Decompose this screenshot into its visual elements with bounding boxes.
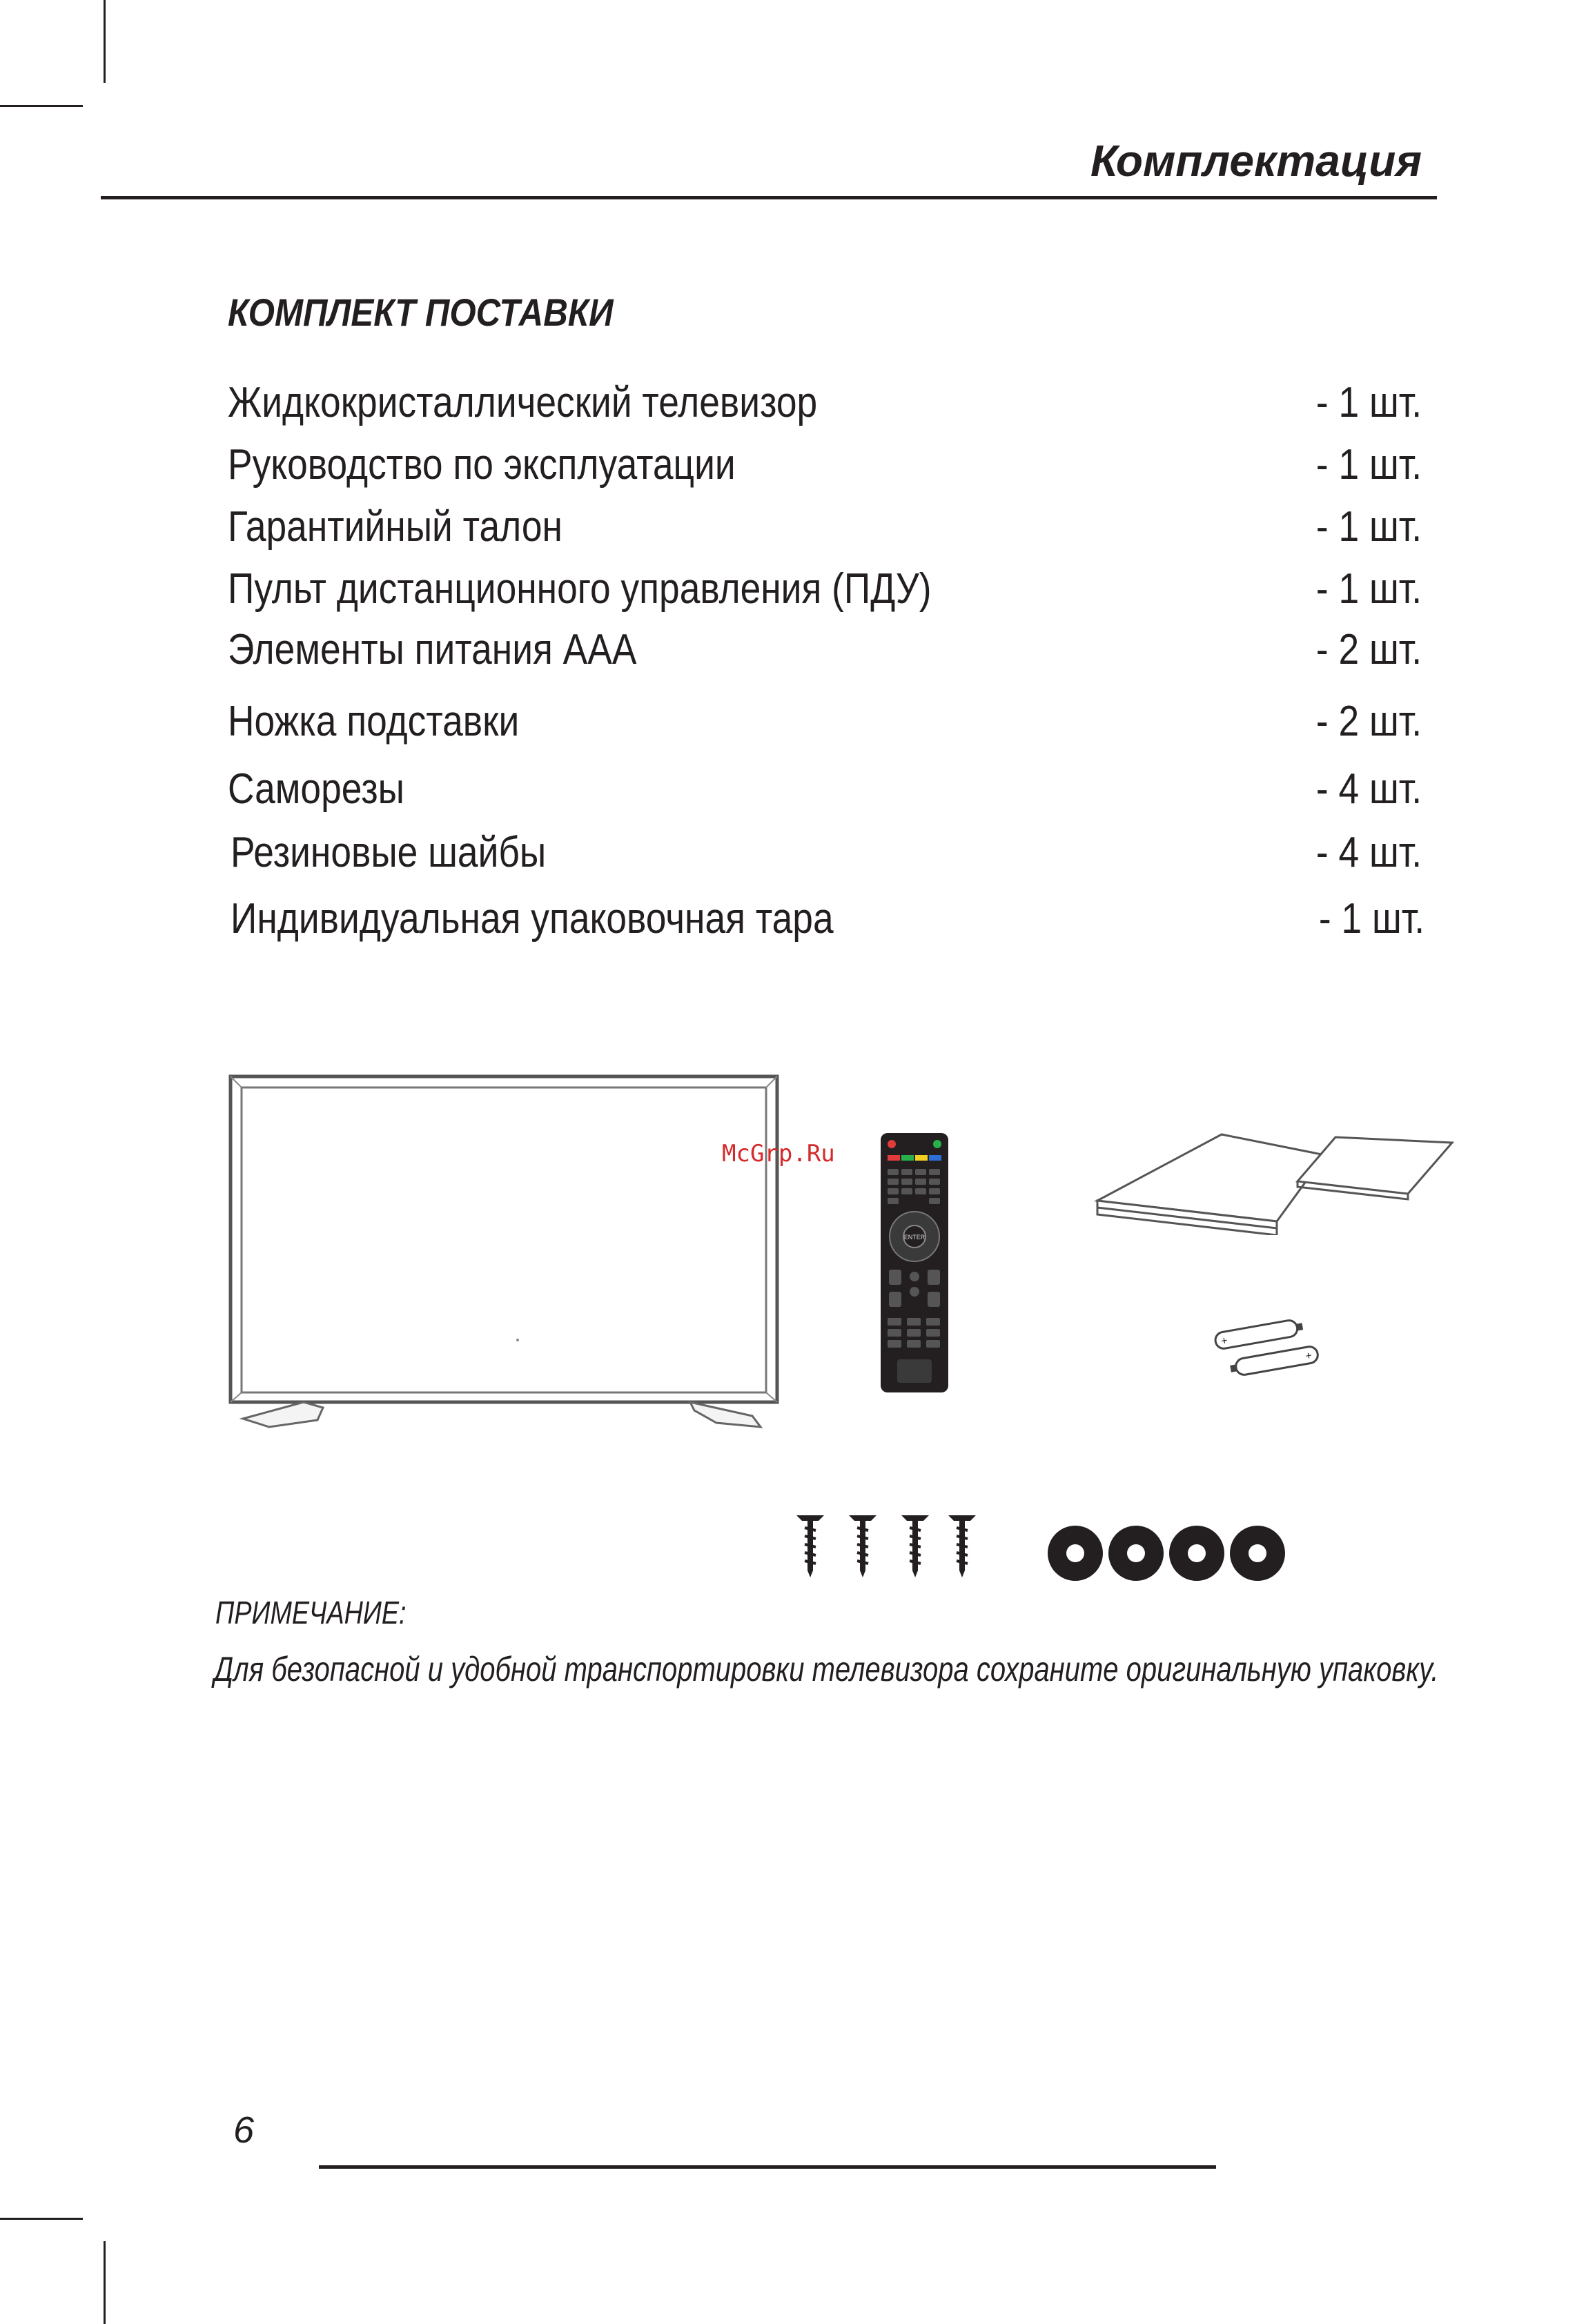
crop-mark-top-horizontal bbox=[0, 105, 83, 107]
list-item bbox=[228, 697, 1422, 752]
item-qty: - 1 шт. bbox=[1315, 441, 1422, 489]
item-qty: - 1 шт. bbox=[1315, 565, 1422, 613]
item-qty: - 4 шт. bbox=[1315, 829, 1422, 876]
svg-text:+: + bbox=[1220, 1335, 1229, 1348]
list-item bbox=[228, 564, 1422, 620]
item-name: Резиновые шайбы bbox=[231, 829, 547, 876]
crop-mark-bottom-horizontal bbox=[0, 2218, 83, 2220]
item-name: Элементы питания ААА bbox=[228, 626, 637, 673]
list-item bbox=[228, 502, 1422, 558]
item-name: Гарантийный талон bbox=[228, 503, 562, 551]
item-qty: - 1 шт. bbox=[1315, 503, 1422, 551]
list-item bbox=[231, 828, 1422, 883]
manuals-illustration bbox=[1090, 1118, 1463, 1235]
item-name: Индивидуальная упаковочная тара bbox=[231, 895, 834, 943]
item-name: Ножка подставки bbox=[228, 698, 520, 745]
page-number: 6 bbox=[233, 2109, 255, 2151]
note-title: ПРИМЕЧАНИЕ: bbox=[215, 1595, 407, 1631]
list-item bbox=[228, 625, 1422, 680]
item-name: Пульт дистанционного управления (ПДУ) bbox=[228, 565, 932, 613]
remote-enter-label: ENTER bbox=[903, 1234, 926, 1241]
item-qty: - 2 шт. bbox=[1315, 698, 1422, 745]
item-name: Руководство по эксплуатации bbox=[228, 441, 736, 489]
watermark: McGrp.Ru bbox=[722, 1140, 835, 1168]
list-item bbox=[228, 378, 1422, 433]
note-text: Для безопасной и удобной транспортировки телевизора сохраните оригинальную упаковку. bbox=[214, 1650, 1439, 1688]
screws-illustration bbox=[794, 1511, 987, 1580]
item-name: Саморезы bbox=[228, 765, 404, 813]
crop-mark-bottom-vertical bbox=[104, 2241, 106, 2324]
header-rule bbox=[101, 196, 1437, 199]
tv-illustration bbox=[228, 1074, 780, 1439]
crop-mark-top-vertical bbox=[104, 0, 106, 83]
footer-rule bbox=[319, 2165, 1216, 2169]
remote-control-illustration bbox=[879, 1132, 950, 1394]
item-qty: - 1 шт. bbox=[1318, 895, 1425, 943]
item-qty: - 4 шт. bbox=[1315, 765, 1422, 813]
item-qty: - 2 шт. bbox=[1315, 626, 1422, 673]
item-name: Жидкокристаллический телевизор bbox=[228, 379, 818, 426]
list-item bbox=[228, 765, 1422, 820]
list-item bbox=[228, 440, 1422, 495]
list-item bbox=[231, 894, 1425, 949]
washers-illustration bbox=[1046, 1522, 1295, 1584]
page-header-title: Комплектация bbox=[1090, 136, 1422, 186]
section-title: КОМПЛЕКТ ПОСТАВКИ bbox=[228, 290, 614, 334]
svg-text:+: + bbox=[1304, 1350, 1313, 1363]
item-qty: - 1 шт. bbox=[1315, 379, 1422, 426]
batteries-illustration bbox=[1201, 1312, 1332, 1381]
